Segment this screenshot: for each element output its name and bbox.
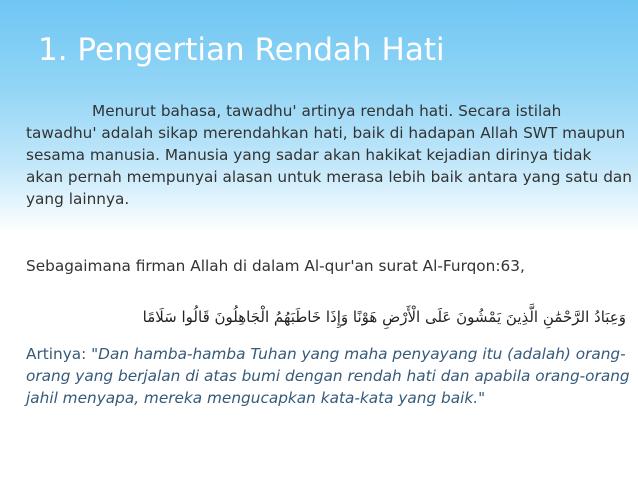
translation-prefix: Artinya: [26,345,92,363]
slide-title: 1. Pengertian Rendah Hati [38,32,445,68]
definition-paragraph [26,100,632,210]
translation-quote: "Dan hamba-hamba Tuhan yang maha penyayang itu (adalah) orang-orang yang berjalan di atas bumi dengan rendah hati dan apabila orang-orang jahil menyapa, mereka mengucapkan kata-kata yang baik." [26,345,630,407]
quran-reference-paragraph: Sebagaimana firman Allah di dalam Al-qur'an surat Al-Furqon:63, [26,257,525,275]
verse-translation [26,343,636,409]
definition-text: Menurut bahasa, tawadhu' artinya rendah hati. Secara istilah tawadhu' adalah sikap merendahkan hati, baik di hadapan Allah SWT maupun sesama manusia. Manusia yang sadar akan hakikat kejadian dirinya tidak akan pernah mempunyai alasan untuk merasa lebih baik antara yang satu dan yang lainnya. [26,102,632,208]
arabic-verse: وَعِبَادُ الرَّحْمَٰنِ الَّذِينَ يَمْشُونَ عَلَى الْأَرْضِ هَوْنًا وَإِذَا خَاطَبَهُمُ الْجَاهِلُونَ قَالُوا سَلَامًا [142,308,626,326]
